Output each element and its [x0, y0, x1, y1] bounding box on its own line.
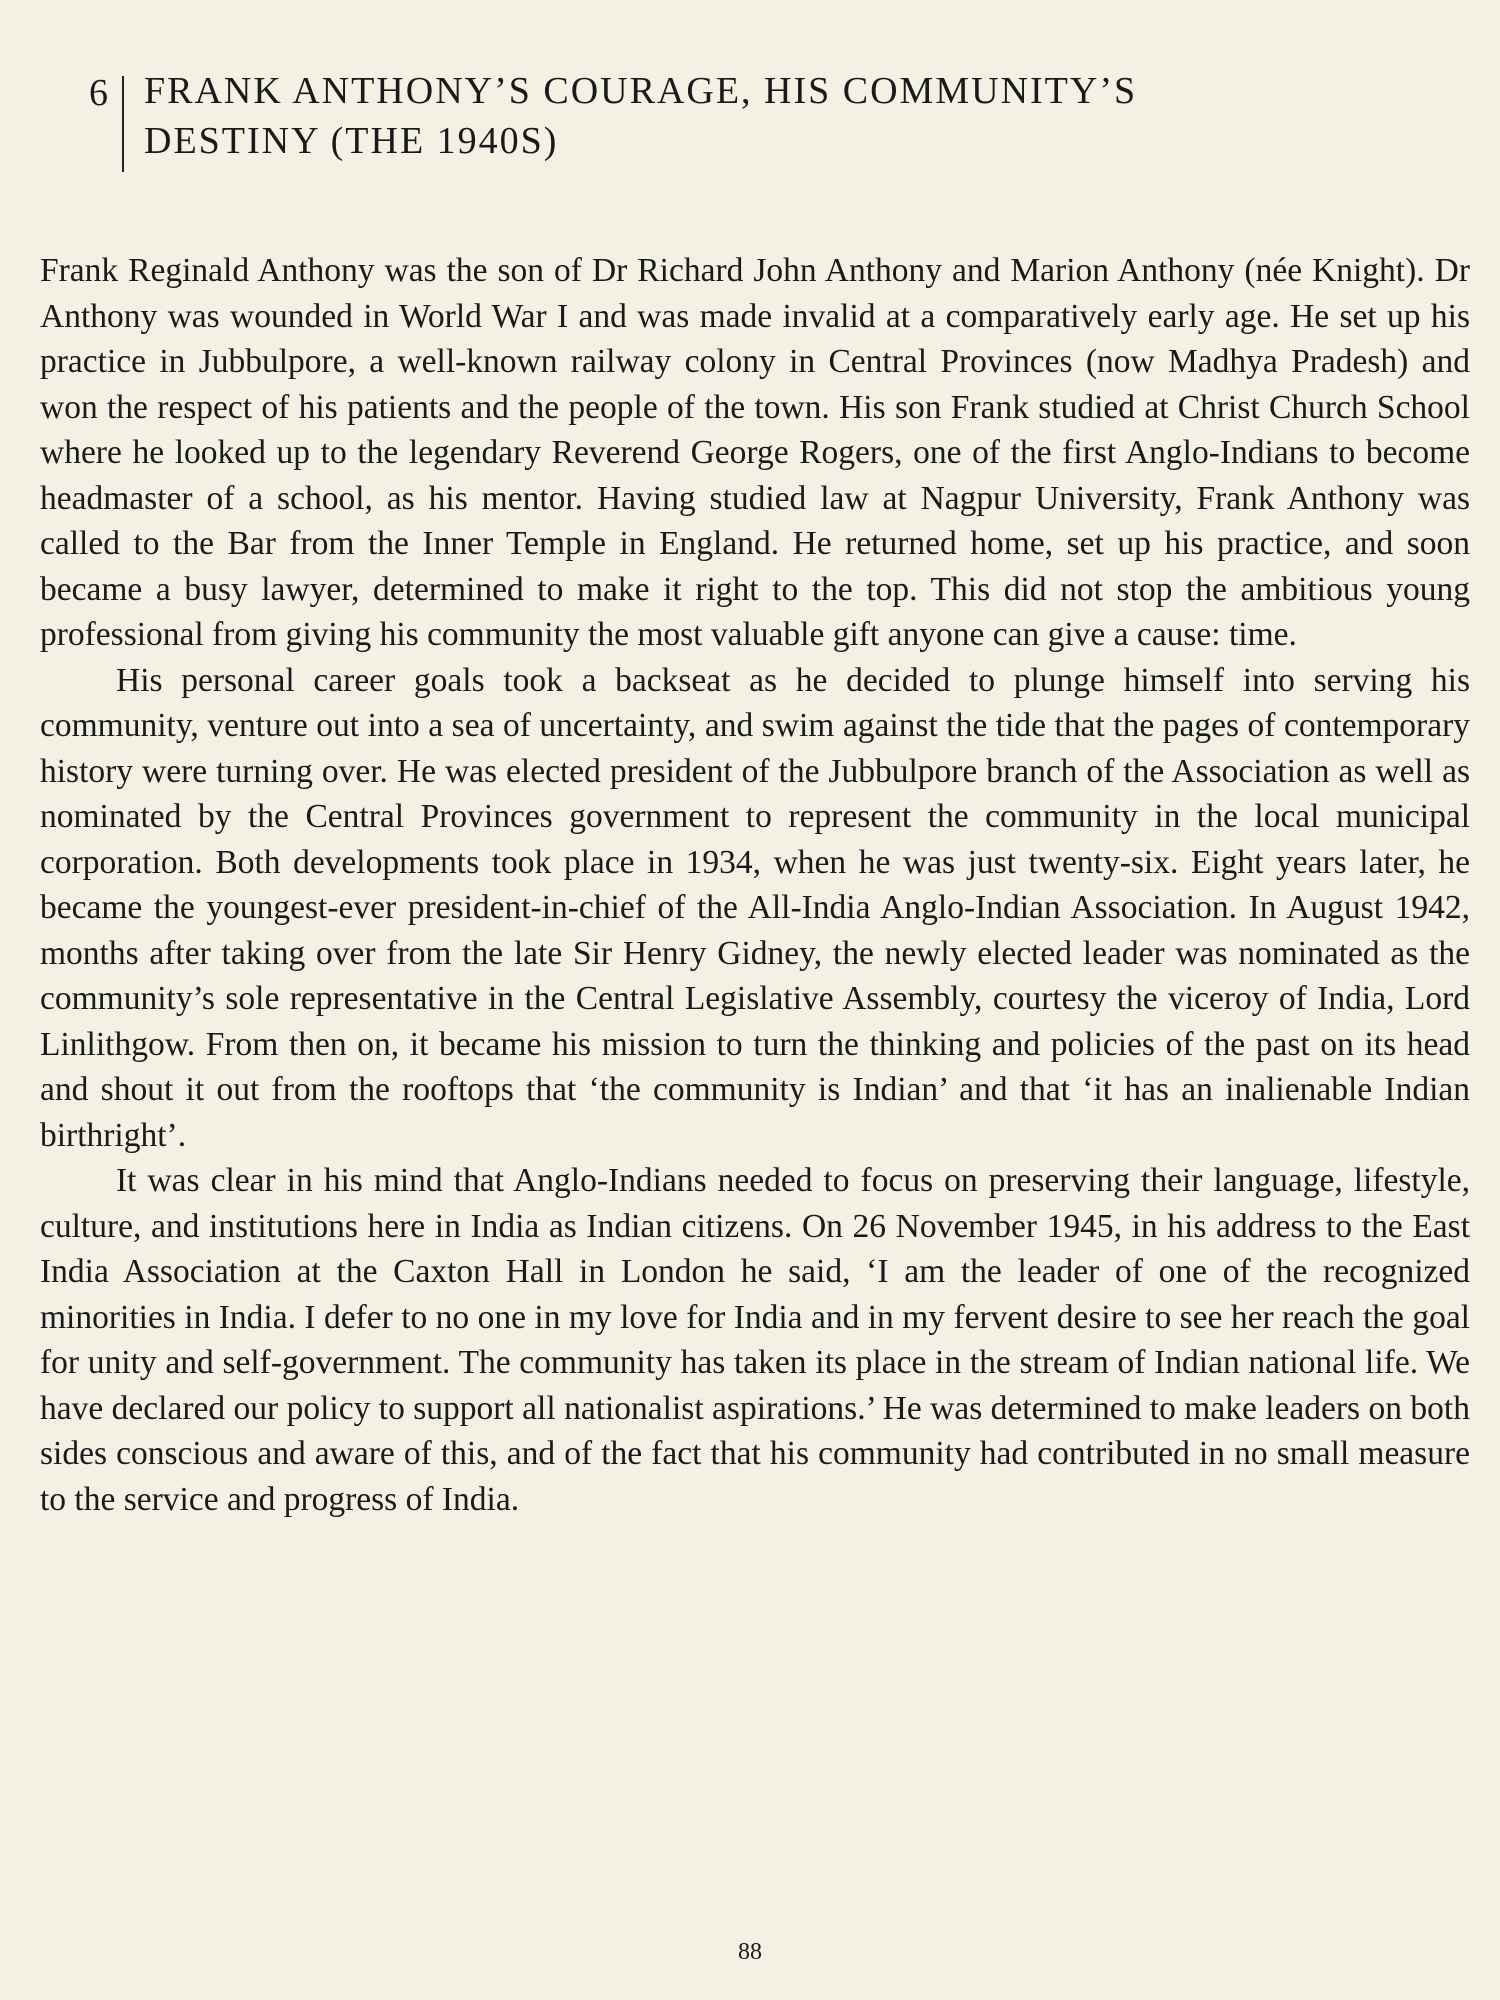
body-text: [40, 248, 1470, 1522]
chapter-header: [78, 66, 1428, 176]
chapter-number: 6: [89, 72, 108, 114]
page-number: 88: [738, 1939, 762, 1965]
paragraph-3: It was clear in his mind that Anglo-Indians needed to focus on preserving their language, lifestyle, culture, and institutions here in India as Indian citizens. On 26 November 1945, in his address to the East India Association at the Caxton Hall in London he said, ‘I am the leader of one of the recognized minorities in India. I defer to no one in my love for India and in my fervent desire to see her reach the goal for unity and self-government. The community has taken its place in the stream of Indian national life. We have declared our policy to support all nationalist aspirations.’ He was determined to make leaders on both sides conscious and aware of this, and of the fact that his community had contributed in no small measure to the service and progress of India.: [40, 1162, 1470, 1518]
chapter-title-line-2: DESTINY (THE 1940S): [144, 120, 559, 162]
chapter-title: [144, 66, 1424, 166]
paragraph-2: His personal career goals took a backseat as he decided to plunge himself into serving his community, venture out into a sea of uncertainty, and swim against the tide that the pages of contemporary history were turning over. He was elected president of the Jubbulpore branch of the Association as well as nominated by the Central Provinces government to represent the community in the local municipal corporation. Both developments took place in 1934, when he was just twenty-six. Eight years later, he became the youngest-ever president-in-chief of the All-India Anglo-Indian Association. In August 1942, months after taking over from the late Sir Henry Gidney, the newly elected leader was nominated as the community’s sole representative in the Central Legislative Assembly, courtesy the viceroy of India, Lord Linlithgow. From then on, it became his mission to turn the thinking and policies of the past on its head and shout it out from the rooftops that ‘the community is Indian’ and that ‘it has an inalienable Indian birthright’.: [40, 661, 1470, 1154]
chapter-title-line-1: FRANK ANTHONY’S COURAGE, HIS COMMUNITY’S: [144, 70, 1138, 112]
chapter-divider: [122, 76, 124, 172]
paragraph-1: Frank Reginald Anthony was the son of Dr Richard John Anthony and Marion Anthony (née Knight). Dr Anthony was wounded in World War I and was made invalid at a comparatively early age. He set up his practice in Jubbulpore, a well-known railway colony in Central Provinces (now Madhya Pradesh) and won the respect of his patients and the people of the town. His son Frank studied at Christ Church School where he looked up to the legendary Reverend George Rogers, one of the first Anglo-Indians to become headmaster of a school, as his mentor. Having studied law at Nagpur University, Frank Anthony was called to the Bar from the Inner Temple in England. He returned home, set up his practice, and soon became a busy lawyer, determined to make it right to the top. This did not stop the ambitious young professional from giving his community the most valuable gift anyone can give a cause: time.: [40, 252, 1470, 653]
